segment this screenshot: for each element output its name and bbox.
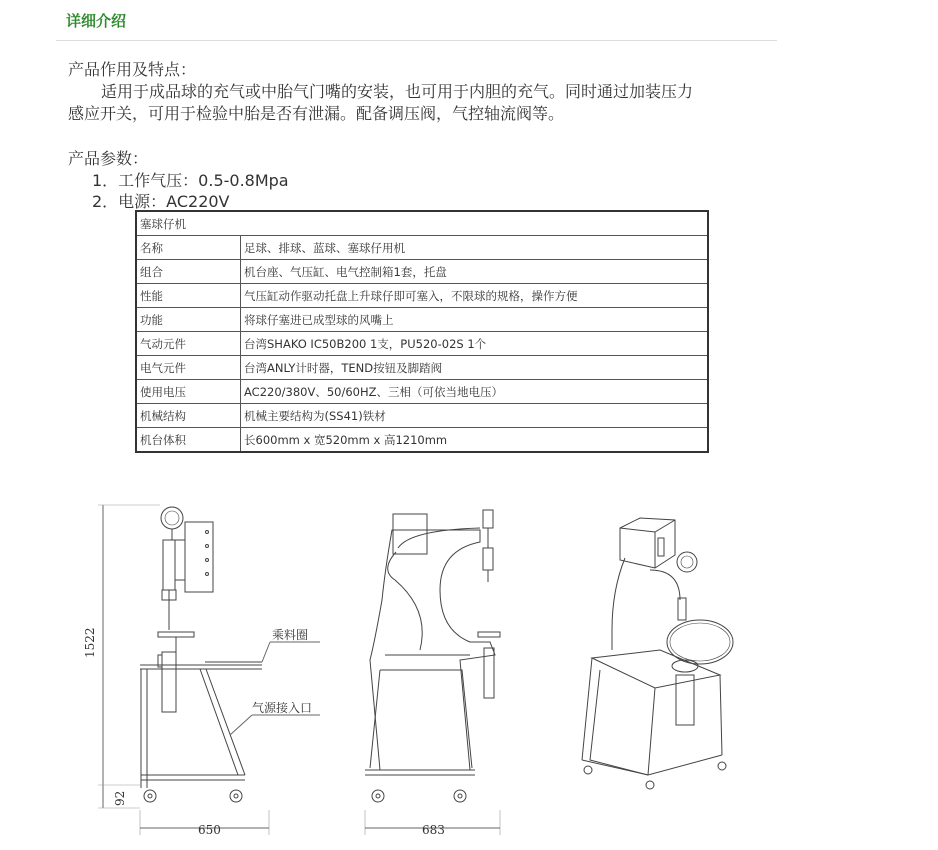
table-row bbox=[136, 428, 708, 453]
table-title-row bbox=[136, 211, 708, 236]
perspective-view bbox=[582, 518, 733, 789]
row-value: 台湾SHAKO IC50B200 1支，PU520-02S 1个 bbox=[241, 332, 709, 356]
dim-width-front: 683 bbox=[422, 823, 445, 837]
front-view bbox=[365, 510, 500, 835]
table-row bbox=[136, 308, 708, 332]
features-line-1: 适用于成品球的充气或中胎气门嘴的安装，也可用于内胆的充气。同时通过加装压力 bbox=[101, 82, 694, 101]
row-value: 足球、排球、蓝球、塞球仔用机 bbox=[241, 236, 709, 260]
row-key: 组合 bbox=[136, 260, 241, 284]
row-key: 机械结构 bbox=[136, 404, 241, 428]
param-item: 1．工作气压：0.5-0.8Mpa bbox=[92, 171, 289, 190]
dim-base: 92 bbox=[113, 790, 127, 806]
table-row bbox=[136, 356, 708, 380]
row-key: 机台体积 bbox=[136, 428, 241, 453]
row-value: 机械主要结构为(SS41)铁材 bbox=[241, 404, 709, 428]
table-row bbox=[136, 284, 708, 308]
row-key: 性能 bbox=[136, 284, 241, 308]
row-value: 台湾ANLY计时器，TEND按钮及脚踏阀 bbox=[241, 356, 709, 380]
table-row bbox=[136, 404, 708, 428]
params-heading: 产品参数： bbox=[68, 149, 149, 168]
row-value: AC220/380V、50/60HZ、三相（可依当地电压） bbox=[241, 380, 709, 404]
param-item: 2．电源：AC220V bbox=[92, 192, 230, 211]
features-line-2: 感应开关，可用于检验中胎是否有泄漏。配备调压阀，气控轴流阀等。 bbox=[68, 104, 565, 123]
features-heading: 产品作用及特点： bbox=[68, 60, 197, 79]
table-title: 塞球仔机 bbox=[136, 211, 708, 236]
row-key: 使用电压 bbox=[136, 380, 241, 404]
section-title: 详细介绍 bbox=[66, 12, 127, 30]
row-value: 长600mm x 宽520mm x 高1210mm bbox=[241, 428, 709, 453]
row-key: 气动元件 bbox=[136, 332, 241, 356]
row-value: 气压缸动作驱动托盘上升球仔即可塞入，不限球的规格，操作方便 bbox=[241, 284, 709, 308]
side-view bbox=[98, 505, 320, 835]
dim-height: 1522 bbox=[83, 627, 97, 658]
table-row bbox=[136, 236, 708, 260]
dim-width-side: 650 bbox=[198, 823, 221, 837]
label-ring: 乘料圈 bbox=[272, 628, 309, 642]
machine-drawing bbox=[0, 470, 938, 850]
table-row bbox=[136, 332, 708, 356]
row-key: 电气元件 bbox=[136, 356, 241, 380]
row-key: 名称 bbox=[136, 236, 241, 260]
row-value: 将球仔塞进已成型球的风嘴上 bbox=[241, 308, 709, 332]
row-key: 功能 bbox=[136, 308, 241, 332]
table-row bbox=[136, 380, 708, 404]
row-value: 机台座、气压缸、电气控制箱1套，托盘 bbox=[241, 260, 709, 284]
table-row bbox=[136, 260, 708, 284]
spec-table bbox=[135, 210, 709, 453]
section-header bbox=[56, 0, 777, 41]
label-air-inlet: 气源接入口 bbox=[252, 701, 313, 715]
